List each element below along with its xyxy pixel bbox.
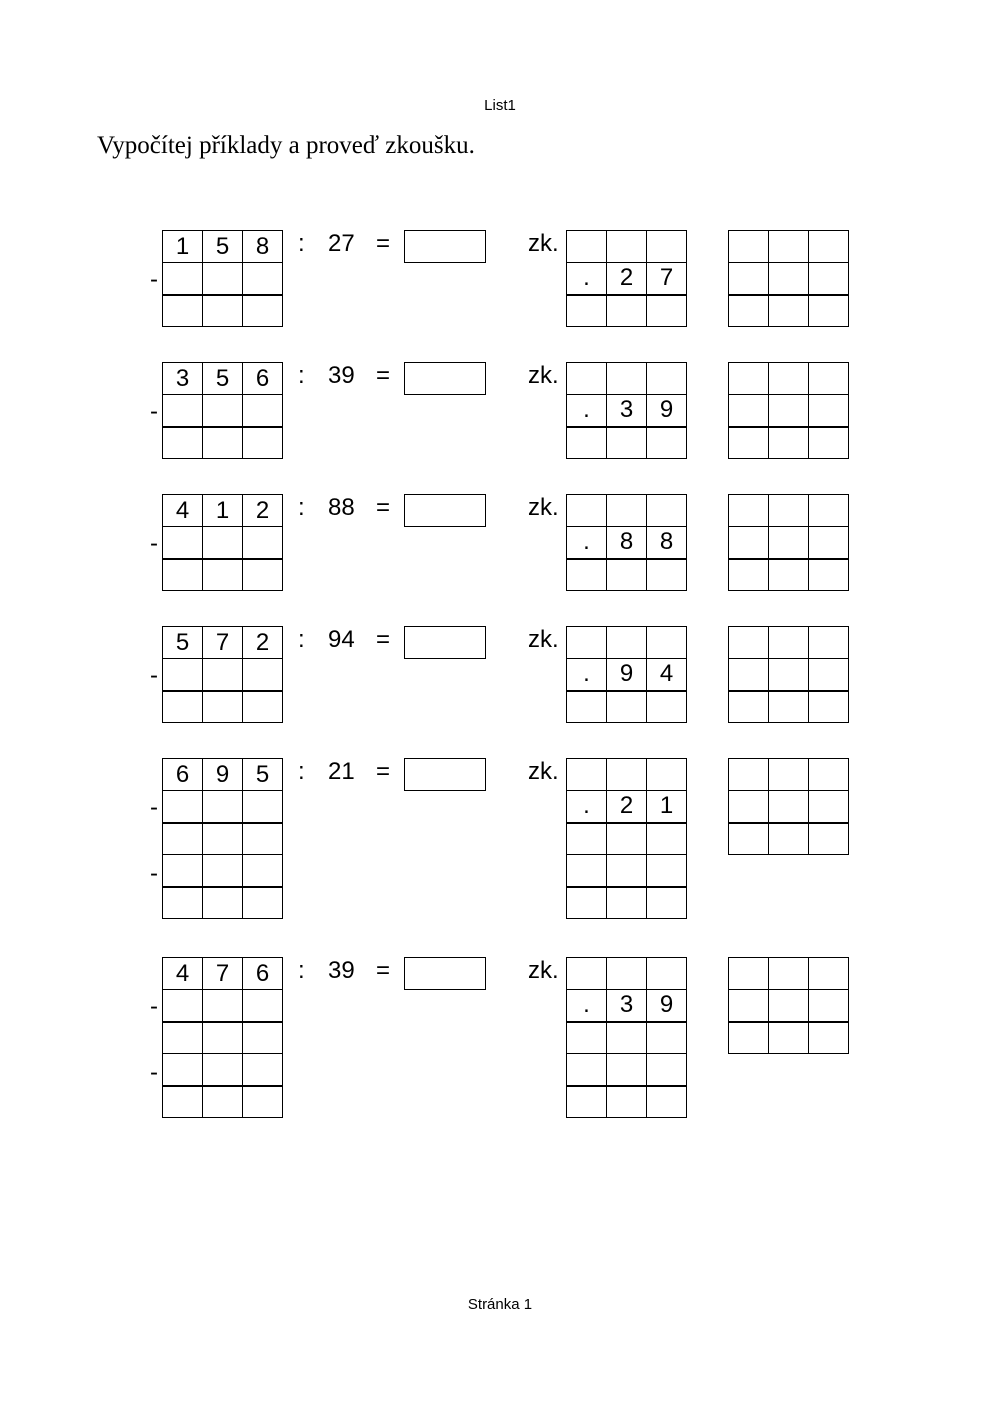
check-cell[interactable] [647, 1054, 687, 1086]
check-cell[interactable] [607, 691, 647, 723]
work-cell[interactable] [243, 823, 283, 855]
work-cell[interactable] [163, 559, 203, 591]
work-cell[interactable] [163, 791, 203, 823]
work-cell[interactable] [203, 823, 243, 855]
remainder-cell[interactable] [769, 395, 809, 427]
equals-sign: = [376, 230, 391, 257]
remainder-grid [728, 957, 849, 1054]
check-cell[interactable] [567, 559, 607, 591]
remainder-cell[interactable] [769, 759, 809, 791]
dividend-digit: 6 [163, 759, 203, 791]
remainder-cell[interactable] [769, 659, 809, 691]
division-sign: : [298, 494, 305, 521]
work-cell[interactable] [243, 263, 283, 295]
work-cell[interactable] [203, 427, 243, 459]
remainder-cell[interactable] [809, 791, 849, 823]
check-cell[interactable] [647, 427, 687, 459]
divisor: 39 [328, 362, 355, 389]
division-sign: : [298, 230, 305, 257]
remainder-cell[interactable] [729, 1022, 769, 1054]
remainder-cell[interactable] [809, 363, 849, 395]
division-sign: : [298, 626, 305, 653]
check-grid [566, 626, 687, 723]
work-cell[interactable] [243, 427, 283, 459]
check-cell[interactable] [567, 295, 607, 327]
work-cell[interactable] [203, 1086, 243, 1118]
check-cell[interactable] [647, 231, 687, 263]
work-cell[interactable] [243, 295, 283, 327]
check-cell[interactable] [607, 1022, 647, 1054]
multiply-dot: . [567, 791, 607, 823]
equals-sign: = [376, 494, 391, 521]
equals-sign: = [376, 626, 391, 653]
dividend-digit: 4 [163, 958, 203, 990]
remainder-cell[interactable] [809, 263, 849, 295]
check-cell[interactable] [567, 627, 607, 659]
check-cell[interactable] [607, 231, 647, 263]
divisor: 27 [328, 230, 355, 257]
work-cell[interactable] [163, 427, 203, 459]
check-cell[interactable] [567, 823, 607, 855]
work-cell[interactable] [203, 990, 243, 1022]
remainder-grid [728, 230, 849, 327]
dividend-digit: 6 [243, 958, 283, 990]
answer-box[interactable] [404, 758, 486, 791]
work-cell[interactable] [163, 855, 203, 887]
work-cell[interactable] [163, 1086, 203, 1118]
check-cell[interactable] [607, 495, 647, 527]
answer-box[interactable] [404, 626, 486, 659]
remainder-cell[interactable] [729, 395, 769, 427]
work-cell[interactable] [163, 1022, 203, 1054]
remainder-cell[interactable] [729, 231, 769, 263]
remainder-cell[interactable] [809, 691, 849, 723]
work-cell[interactable] [163, 1054, 203, 1086]
remainder-cell[interactable] [809, 627, 849, 659]
check-cell[interactable] [567, 759, 607, 791]
dividend-digit: 5 [203, 363, 243, 395]
work-cell[interactable] [243, 1086, 283, 1118]
check-cell[interactable] [567, 958, 607, 990]
multiply-dot: . [567, 527, 607, 559]
check-cell[interactable] [607, 295, 647, 327]
minus-sign: - [150, 1059, 158, 1086]
minus-sign: - [150, 530, 158, 557]
multiply-dot: . [567, 395, 607, 427]
work-cell[interactable] [203, 855, 243, 887]
division-grid [162, 230, 283, 327]
check-divisor-digit: 8 [607, 527, 647, 559]
dividend-digit: 1 [203, 495, 243, 527]
dividend-digit: 9 [203, 759, 243, 791]
check-grid [566, 230, 687, 327]
division-sign: : [298, 957, 305, 984]
remainder-cell[interactable] [729, 527, 769, 559]
remainder-grid [728, 362, 849, 459]
answer-box[interactable] [404, 230, 486, 263]
check-cell[interactable] [607, 559, 647, 591]
check-divisor-digit: 7 [647, 263, 687, 295]
dividend-digit: 6 [243, 363, 283, 395]
divisor: 94 [328, 626, 355, 653]
remainder-cell[interactable] [809, 527, 849, 559]
division-sign: : [298, 362, 305, 389]
page-header: List1 [484, 97, 516, 114]
remainder-cell[interactable] [769, 263, 809, 295]
divisor: 39 [328, 957, 355, 984]
remainder-cell[interactable] [809, 395, 849, 427]
check-divisor-digit: 8 [647, 527, 687, 559]
check-cell[interactable] [567, 427, 607, 459]
remainder-cell[interactable] [769, 295, 809, 327]
work-cell[interactable] [203, 527, 243, 559]
dividend-digit: 7 [203, 627, 243, 659]
dividend-digit: 5 [163, 627, 203, 659]
check-divisor-digit: 9 [607, 659, 647, 691]
remainder-cell[interactable] [769, 691, 809, 723]
work-cell[interactable] [203, 887, 243, 919]
check-cell[interactable] [607, 887, 647, 919]
remainder-cell[interactable] [769, 559, 809, 591]
remainder-cell[interactable] [769, 627, 809, 659]
check-divisor-digit: 1 [647, 791, 687, 823]
check-cell[interactable] [647, 958, 687, 990]
division-grid [162, 494, 283, 591]
check-cell[interactable] [647, 363, 687, 395]
check-grid [566, 758, 687, 919]
work-cell[interactable] [203, 791, 243, 823]
work-cell[interactable] [203, 1022, 243, 1054]
check-grid [566, 362, 687, 459]
check-cell[interactable] [567, 231, 607, 263]
work-cell[interactable] [203, 395, 243, 427]
work-cell[interactable] [243, 855, 283, 887]
division-grid [162, 626, 283, 723]
check-divisor-digit: 3 [607, 395, 647, 427]
work-cell[interactable] [163, 395, 203, 427]
check-label: zk. [528, 362, 559, 389]
remainder-cell[interactable] [729, 559, 769, 591]
check-cell[interactable] [647, 887, 687, 919]
minus-sign: - [150, 794, 158, 821]
check-grid [566, 957, 687, 1118]
work-cell[interactable] [203, 295, 243, 327]
check-cell[interactable] [567, 495, 607, 527]
remainder-cell[interactable] [769, 990, 809, 1022]
division-sign: : [298, 758, 305, 785]
check-cell[interactable] [607, 1054, 647, 1086]
work-cell[interactable] [163, 263, 203, 295]
division-grid [162, 758, 283, 919]
work-cell[interactable] [243, 527, 283, 559]
check-cell[interactable] [567, 855, 607, 887]
check-cell[interactable] [607, 958, 647, 990]
check-label: zk. [528, 758, 559, 785]
remainder-cell[interactable] [769, 427, 809, 459]
check-cell[interactable] [567, 887, 607, 919]
remainder-cell[interactable] [729, 823, 769, 855]
work-cell[interactable] [203, 659, 243, 691]
check-cell[interactable] [607, 627, 647, 659]
dividend-digit: 2 [243, 627, 283, 659]
check-label: zk. [528, 626, 559, 653]
division-grid [162, 957, 283, 1118]
remainder-cell[interactable] [769, 791, 809, 823]
minus-sign: - [150, 662, 158, 689]
remainder-cell[interactable] [769, 1022, 809, 1054]
remainder-cell[interactable] [729, 263, 769, 295]
work-cell[interactable] [163, 887, 203, 919]
check-divisor-digit: 3 [607, 990, 647, 1022]
remainder-cell[interactable] [809, 990, 849, 1022]
multiply-dot: . [567, 990, 607, 1022]
check-label: zk. [528, 494, 559, 521]
remainder-cell[interactable] [729, 759, 769, 791]
remainder-cell[interactable] [729, 627, 769, 659]
check-label: zk. [528, 230, 559, 257]
remainder-grid [728, 758, 849, 855]
remainder-cell[interactable] [729, 495, 769, 527]
remainder-cell[interactable] [809, 823, 849, 855]
work-cell[interactable] [163, 295, 203, 327]
remainder-grid [728, 626, 849, 723]
check-divisor-digit: 9 [647, 990, 687, 1022]
remainder-cell[interactable] [809, 295, 849, 327]
dividend-digit: 1 [163, 231, 203, 263]
work-cell[interactable] [243, 1054, 283, 1086]
check-cell[interactable] [607, 427, 647, 459]
minus-sign: - [150, 266, 158, 293]
check-cell[interactable] [567, 1086, 607, 1118]
dividend-digit: 2 [243, 495, 283, 527]
work-cell[interactable] [243, 559, 283, 591]
check-cell[interactable] [567, 691, 607, 723]
remainder-cell[interactable] [729, 691, 769, 723]
check-cell[interactable] [567, 363, 607, 395]
dividend-digit: 7 [203, 958, 243, 990]
remainder-cell[interactable] [769, 495, 809, 527]
equals-sign: = [376, 758, 391, 785]
check-cell[interactable] [607, 823, 647, 855]
work-cell[interactable] [203, 1054, 243, 1086]
check-cell[interactable] [567, 1022, 607, 1054]
dividend-digit: 4 [163, 495, 203, 527]
work-cell[interactable] [163, 990, 203, 1022]
remainder-cell[interactable] [769, 958, 809, 990]
work-cell[interactable] [243, 395, 283, 427]
check-cell[interactable] [607, 363, 647, 395]
work-cell[interactable] [243, 659, 283, 691]
remainder-cell[interactable] [729, 295, 769, 327]
remainder-cell[interactable] [769, 363, 809, 395]
work-cell[interactable] [163, 691, 203, 723]
remainder-cell[interactable] [729, 659, 769, 691]
remainder-cell[interactable] [769, 231, 809, 263]
check-cell[interactable] [647, 295, 687, 327]
answer-box[interactable] [404, 957, 486, 990]
check-cell[interactable] [607, 1086, 647, 1118]
check-divisor-digit: 2 [607, 263, 647, 295]
answer-box[interactable] [404, 362, 486, 395]
check-cell[interactable] [607, 759, 647, 791]
remainder-cell[interactable] [729, 958, 769, 990]
dividend-digit: 5 [243, 759, 283, 791]
divisor: 88 [328, 494, 355, 521]
work-cell[interactable] [203, 559, 243, 591]
work-cell[interactable] [163, 823, 203, 855]
remainder-cell[interactable] [809, 427, 849, 459]
remainder-cell[interactable] [809, 759, 849, 791]
division-grid [162, 362, 283, 459]
remainder-cell[interactable] [809, 231, 849, 263]
equals-sign: = [376, 957, 391, 984]
remainder-cell[interactable] [809, 559, 849, 591]
check-divisor-digit: 2 [607, 791, 647, 823]
check-cell[interactable] [647, 1086, 687, 1118]
check-cell[interactable] [647, 627, 687, 659]
check-cell[interactable] [647, 759, 687, 791]
remainder-cell[interactable] [729, 791, 769, 823]
remainder-cell[interactable] [729, 990, 769, 1022]
equals-sign: = [376, 362, 391, 389]
check-cell[interactable] [567, 1054, 607, 1086]
minus-sign: - [150, 398, 158, 425]
check-cell[interactable] [647, 495, 687, 527]
minus-sign: - [150, 860, 158, 887]
work-cell[interactable] [243, 691, 283, 723]
check-cell[interactable] [647, 691, 687, 723]
check-label: zk. [528, 957, 559, 984]
remainder-cell[interactable] [729, 427, 769, 459]
remainder-cell[interactable] [809, 659, 849, 691]
divisor: 21 [328, 758, 355, 785]
minus-sign: - [150, 993, 158, 1020]
dividend-digit: 8 [243, 231, 283, 263]
remainder-cell[interactable] [769, 823, 809, 855]
remainder-cell[interactable] [769, 527, 809, 559]
work-cell[interactable] [243, 791, 283, 823]
remainder-cell[interactable] [809, 958, 849, 990]
remainder-cell[interactable] [809, 1022, 849, 1054]
instruction-text: Vypočítej příklady a proveď zkoušku. [97, 132, 475, 159]
dividend-digit: 5 [203, 231, 243, 263]
work-cell[interactable] [163, 527, 203, 559]
work-cell[interactable] [243, 990, 283, 1022]
remainder-cell[interactable] [809, 495, 849, 527]
remainder-cell[interactable] [729, 363, 769, 395]
work-cell[interactable] [163, 659, 203, 691]
remainder-grid [728, 494, 849, 591]
check-divisor-digit: 9 [647, 395, 687, 427]
answer-box[interactable] [404, 494, 486, 527]
check-divisor-digit: 4 [647, 659, 687, 691]
multiply-dot: . [567, 659, 607, 691]
check-cell[interactable] [647, 823, 687, 855]
dividend-digit: 3 [163, 363, 203, 395]
page-footer: Stránka 1 [467, 1296, 533, 1313]
check-cell[interactable] [647, 855, 687, 887]
multiply-dot: . [567, 263, 607, 295]
check-cell[interactable] [607, 855, 647, 887]
work-cell[interactable] [203, 263, 243, 295]
work-cell[interactable] [243, 887, 283, 919]
work-cell[interactable] [203, 691, 243, 723]
check-cell[interactable] [647, 559, 687, 591]
work-cell[interactable] [243, 1022, 283, 1054]
check-cell[interactable] [647, 1022, 687, 1054]
check-grid [566, 494, 687, 591]
